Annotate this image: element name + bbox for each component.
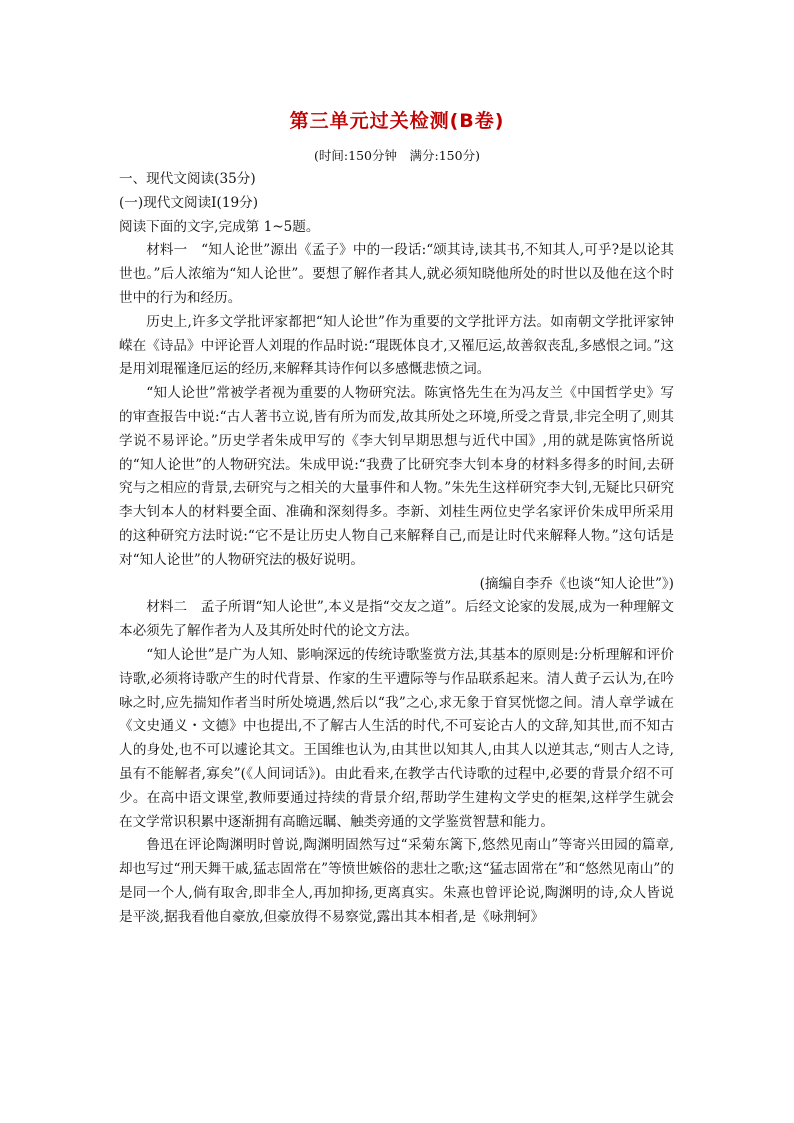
- subsection-heading: (一)现代文阅读Ⅰ(19分): [119, 194, 259, 211]
- document-body: [119, 168, 674, 930]
- reading-instruction: 阅读下面的文字,完成第 1~5题。: [119, 218, 320, 235]
- paragraph: 历史上,许多文学批评家都把“知人论世”作为重要的文学批评方法。如南朝文学批评家钟嵘在《诗品》中评论晋人刘琨的作品时说:“琨既体良才,又罹厄运,故善叙丧乱,多感恨之词。”这是用刘琨罹逢厄运的经历,来解释其诗作何以多感慨悲愤之词。: [119, 313, 674, 378]
- paragraph-material-two: 材料二 孟子所谓“知人论世”,本义是指“交友之道”。后经文论家的发展,成为一种理解文本必须先了解作者为人及其所处时代的论文方法。: [119, 599, 674, 640]
- section-heading: 一、现代文阅读(35分): [119, 171, 256, 187]
- paragraph: 鲁迅在评论陶渊明时曾说,陶渊明固然写过“采菊东篱下,悠然见南山”等寄兴田园的篇章,却也写过“刑天舞干戚,猛志固常在”等愤世嫉俗的悲壮之歌;这“猛志固常在”和“悠然见南山”的是同一个人,倘有取舍,即非全人,再加抑扬,更离真实。朱熹也曾评论说,陶渊明的诗,众人皆说是平淡,据我看他自豪放,但豪放得不易察觉,露出其本相者,是《咏荆轲》: [119, 837, 674, 925]
- exam-time-score: (时间:150分钟 满分:150分): [314, 148, 480, 163]
- page-title: 第三单元过关检测(B卷): [289, 110, 505, 132]
- paragraph: “知人论世”是广为人知、影响深远的传统诗歌鉴赏方法,其基本的原则是:分析理解和评价诗歌,必须将诗歌产生的时代背景、作家的生平遭际等与作品联系起来。清人黄子云认为,在吟咏之时,应先揣知作者当时所处境遇,然后以“我”之心,求无象于窅冥恍惚之间。清人章学诚在《文史通义・文德》中也提出,不了解古人生活的时代,不可妄论古人的文辞,知其世,而不知古人的身处,也不可以遽论其文。王国维也认为,由其世以知其人,由其人以逆其志,“则古人之诗,虽有不能解者,寡矣”(《人间词话》)。由此看来,在教学古代诗歌的过程中,必要的背景介绍不可少。在高中语文课堂,教师要通过持续的背景介绍,帮助学生建构文学史的框架,这样学生就会在文学常识积累中逐渐拥有高瞻远瞩、触类旁通的文学鉴赏智慧和能力。: [119, 646, 674, 830]
- source-citation: (摘编自李乔《也谈“知人论世”》): [479, 575, 674, 592]
- paragraph: “知人论世”常被学者视为重要的人物研究法。陈寅恪先生在为冯友兰《中国哲学史》写的审查报告中说:“古人著书立说,皆有所为而发,故其所处之环境,所受之背景,非完全明了,则其学说不易评论。”历史学者朱成甲写的《李大钊早期思想与近代中国》,用的就是陈寅恪所说的“知人论世”的人物研究法。朱成甲说:“我费了比研究李大钊本身的材料多得多的时间,去研究与之相应的背景,去研究与之相关的大量事件和人物。”朱先生这样研究李大钊,无疑比只研究李大钊本人的材料要全面、准确和深刻得多。李新、刘桂生两位史学名家评价朱成甲所采用的这种研究方法时说:“它不是让历史人物自己来解释自己,而是让时代来解释人物。”这句话是对“知人论世”的人物研究法的极好说明。: [119, 385, 674, 568]
- paragraph-material-one: 材料一 “知人论世”源出《孟子》中的一段话:“颂其诗,读其书,不知其人,可乎?是以论其世也。”后人浓缩为“知人论世”。要想了解作者其人,就必须知晓他所处的时世以及他在这个时世中的行为和经历。: [119, 242, 674, 306]
